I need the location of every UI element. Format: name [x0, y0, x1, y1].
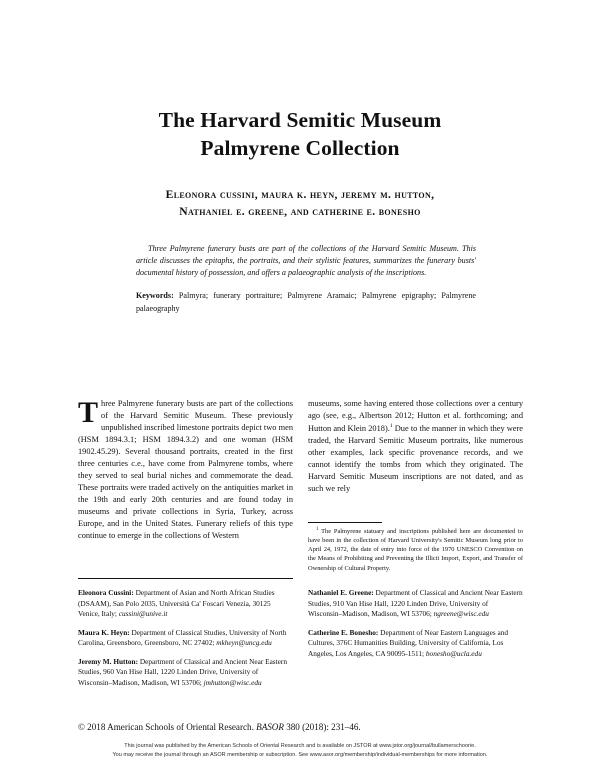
body-paragraph-right [308, 398, 523, 495]
affiliation-entry [308, 628, 523, 660]
jstor-footer-line-2: You may receive the journal through an ASOR membership or subscription. See www.asor.org/membership/individual-memberships for more information. [112, 752, 488, 759]
affiliations-divider [78, 578, 293, 579]
copyright-line [78, 722, 538, 734]
affiliation-name: Jeremy M. Hutton: [78, 656, 139, 666]
body-text-right-part1: museums, some having entered those collections over a century ago (see, e.g., Albertson 2012; Hutton et al. forthcoming; and Hutton and Klein 2018). [308, 399, 523, 433]
affiliation-entry [78, 588, 293, 620]
body-column-right [308, 398, 523, 495]
affiliation-name: Maura K. Heyn: [78, 627, 130, 637]
affiliation-email[interactable]: cussini@unive.it [118, 609, 168, 618]
title-line-2: Palmyrene Collection [200, 136, 400, 161]
copyright-suffix: 380 (2018): 231–46. [283, 722, 361, 732]
affiliation-name: Catherine E. Bonesho: [308, 627, 379, 637]
footnote-body: The Palmyrene statuary and inscriptions published here are documented to have been in the collection of Harvard University's Semitic Museum long prior to April 24, 1972, the date of entry into force of the 1970 UNESCO Convention on the Means of Prohibiting and Preventing the Illicit Import, Export, and Transfer of Ownership of Cultural Property. [308, 528, 523, 572]
affiliation-name: Nathaniel E. Greene: [308, 588, 374, 597]
jstor-footer-line-1: This journal was published by the American Schools of Oriental Research and is available on JSTOR at www.jstor.org/journal/bullamerschoorie. [124, 743, 476, 749]
affiliations-left [78, 588, 293, 688]
abstract-section [136, 243, 476, 315]
body-column-left [78, 398, 293, 542]
jstor-footer [18, 742, 582, 761]
footnote-marker: 1 [316, 527, 319, 532]
title-line-1: The Harvard Semitic Museum [158, 108, 442, 132]
affiliation-email[interactable]: ngreene@wisc.edu [433, 609, 489, 618]
affiliations-right [308, 588, 523, 659]
affiliation-text: Department of Classical and Ancient Near Eastern Studies, 910 Van Hise Hall, 1220 Linden Drive, University of Wisconsin–Madison, Madison, WI 53706; [308, 588, 523, 618]
author-line-2: Nathaniel e. greene, and catherine e. bonesho [179, 205, 421, 219]
body-text-left: hree Palmyrene funerary busts are part of the collections of the Harvard Semitic Museum. These previously unpublished inscribed limestone portraits depict two men (HSM 1894.3.1; HSM 1894.3.2) and one woman (HSM 1902.45.29). Several thousand portraits, created in the first three centuries c.e., have come from Palmyrene tombs, where they served to seal burial niches and commemorate the dead. These portraits were traded actively on the antiquities market in the 19th and early 20th centuries and are found today in museums and private collections in Syria, Turkey, across Europe, and in the United States. Funerary reliefs of this type continue to emerge in the collections of Western [78, 399, 293, 540]
affiliation-email[interactable]: bonesho@ucla.edu [425, 648, 482, 658]
drop-cap: T [78, 396, 99, 429]
body-text-right-part2: Due to the manner in which they were traded, the Harvard Semitic Museum portraits, like numerous other examples, lack specific provenance records, and we cannot identify the tombs from which they originated. The Harvard Semitic Museum inscriptions are not dated, and as such we rely [308, 423, 523, 493]
footnote-reference[interactable]: 1 [389, 422, 393, 429]
affiliation-text: Department of Near Eastern Languages and Cultures, 376C Humanities Building, University of California, Los Angeles, Los Angeles, CA 90095-1511; [308, 627, 509, 658]
affiliation-entry [78, 657, 293, 689]
footnote-text [308, 527, 523, 573]
affiliation-email[interactable]: mkheyn@uncg.edu [216, 638, 272, 647]
affiliation-text: Department of Classical Studies, University of North Carolina, Greensboro, Greensboro, NC 27402; [78, 627, 287, 647]
footnote-divider [308, 522, 382, 523]
keywords-text: Palmyra; funerary portraiture; Palmyrene Aramaic; Palmyrene epigraphy; Palmyrene palaeography [136, 291, 476, 313]
abstract-text: Three Palmyrene funerary busts are part of the collections of the Harvard Semitic Museum. This article discusses the epitaphs, the portraits, and their stylistic features, summarizes the funerary busts' documental history of possession, and offers a palaeographic analysis of the inscriptions. [136, 244, 476, 278]
affiliation-entry [78, 628, 293, 649]
affiliation-entry [308, 588, 523, 620]
affiliation-text: Department of Asian and North African Studies (DSAAM), San Polo 2035, Università Ca' Foscari Venezia, 30125 Venice, Italy; [78, 588, 275, 618]
author-list [70, 186, 530, 221]
body-paragraph-left [78, 398, 293, 542]
footnote-section [308, 522, 523, 573]
keywords [136, 290, 476, 314]
journal-name: BASOR [256, 722, 284, 732]
affiliation-email[interactable]: jmhutton@wisc.edu [203, 677, 262, 687]
affiliation-text: Department of Classical and Ancient Near Eastern Studies, 960 Van Hise Hall, 1220 Linden Drive, University of Wisconsin–Madison, Madison, WI 53706; [78, 656, 287, 687]
affiliation-name: Eleonora Cussini: [78, 588, 134, 597]
author-line-1: Eleonora cussini, maura k. heyn, jeremy m. hutton, [165, 188, 435, 201]
page-title [70, 106, 530, 163]
keywords-label: Keywords: [136, 291, 174, 301]
copyright-prefix: © 2018 American Schools of Oriental Research. [78, 722, 257, 732]
